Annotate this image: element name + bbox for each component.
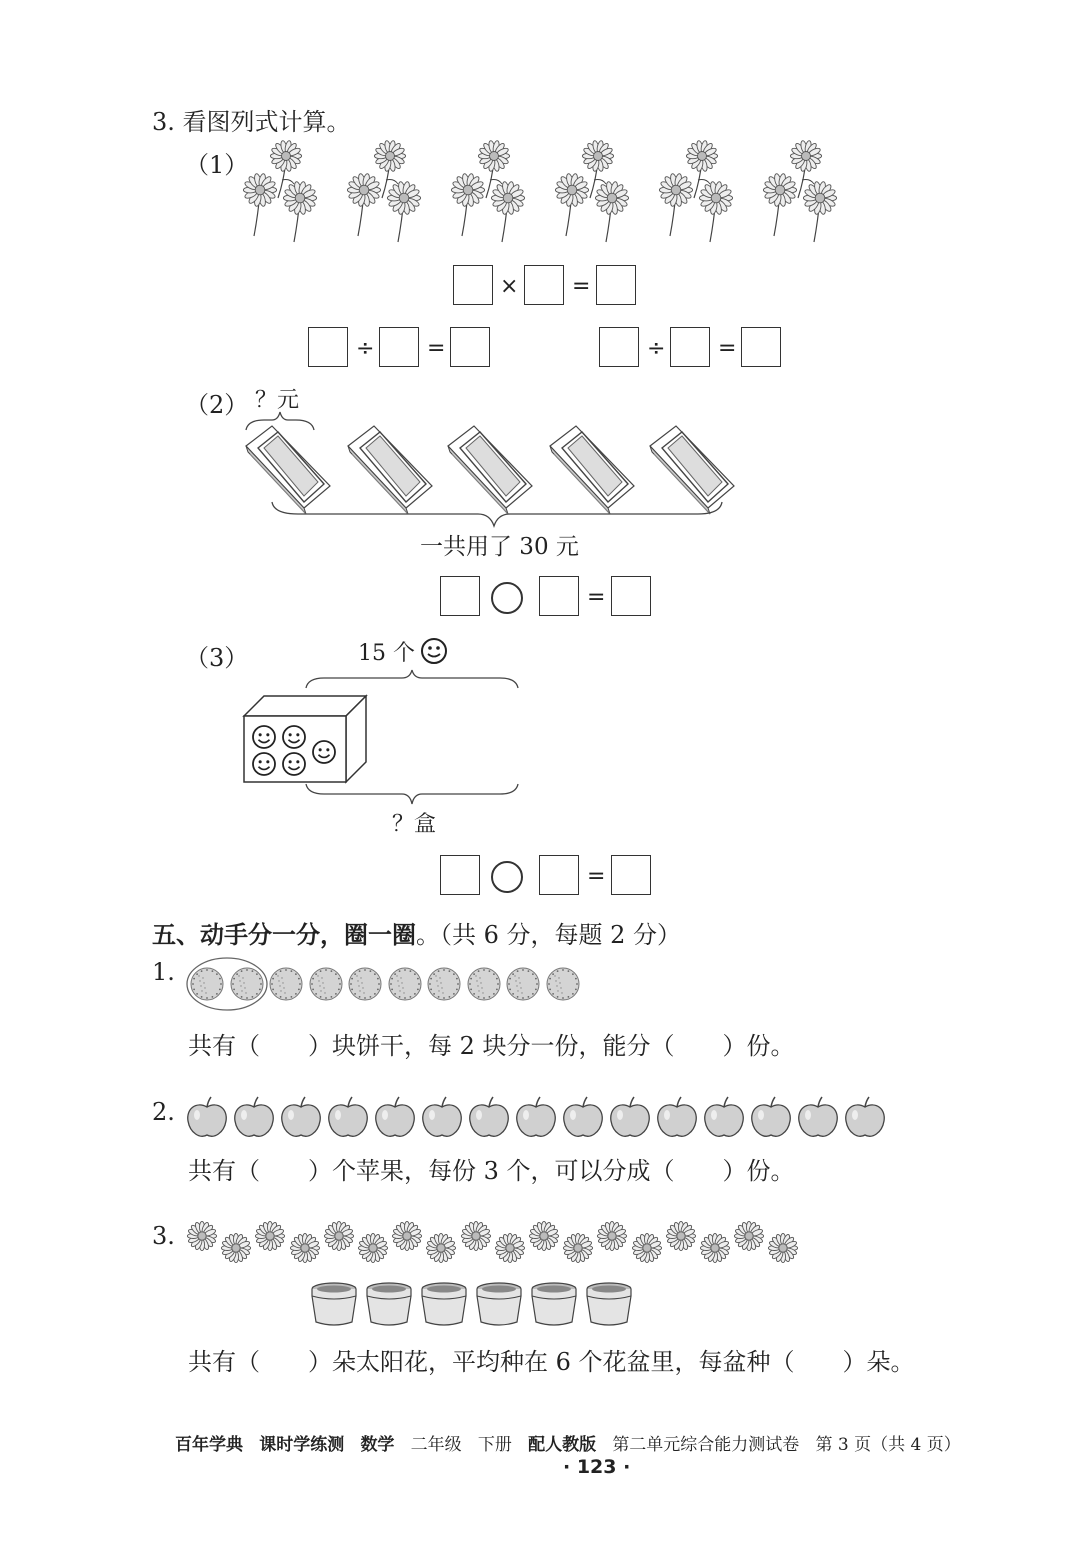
divide-sign: ÷ (647, 336, 666, 361)
answer-box[interactable] (450, 327, 490, 367)
apple-icon (515, 1097, 559, 1141)
flower-group (346, 140, 426, 248)
apple-icon (421, 1097, 465, 1141)
answer-box[interactable] (539, 576, 579, 616)
bottom-brace (300, 782, 525, 808)
footer-test: 第二单元综合能力测试卷 (612, 1435, 800, 1455)
box-of-smileys (240, 692, 372, 786)
sunflower-icon (357, 1232, 389, 1264)
apple-icon (233, 1097, 277, 1141)
answer-box[interactable] (453, 265, 493, 305)
answer-box[interactable] (670, 327, 710, 367)
answer-box[interactable] (741, 327, 781, 367)
equals-sign: = (427, 336, 446, 361)
answer-box[interactable] (440, 576, 480, 616)
equals-sign: = (587, 864, 606, 889)
answer-box[interactable] (611, 855, 651, 895)
biscuit-icon (467, 967, 503, 1003)
flower-group (554, 140, 634, 248)
sunflower-icon (528, 1220, 560, 1252)
footer-grade: 二年级 (410, 1435, 462, 1455)
count-label: 15 个 (358, 641, 415, 666)
biscuit-icon (190, 967, 226, 1003)
sunflower-icon (220, 1232, 252, 1264)
answer-box[interactable] (596, 265, 636, 305)
question-3-title: 3. 看图列式计算。 (152, 108, 351, 136)
sunflower-icon (733, 1220, 765, 1252)
sunflower-icon (596, 1220, 628, 1252)
apple-icon (656, 1097, 700, 1141)
sunflower-icon (494, 1232, 526, 1264)
operator-circle[interactable] (491, 582, 523, 614)
item-3-text: 共有（ ）朵太阳花，平均种在 6 个花盆里，每盆种（ ）朵。 (188, 1348, 915, 1376)
footer-brand: 百年学典 (175, 1435, 243, 1455)
apple-icon (327, 1097, 371, 1141)
flower-group (762, 140, 842, 248)
item-2-number: 2. (152, 1098, 175, 1126)
sunflower-icon (391, 1220, 423, 1252)
answer-box[interactable] (440, 855, 480, 895)
apple-icon (374, 1097, 418, 1141)
sunflower-icon (460, 1220, 492, 1252)
sunflower-icon (254, 1220, 286, 1252)
sunflower-icon (665, 1220, 697, 1252)
biscuit-icon (348, 967, 384, 1003)
section-5-heading: 五、动手分一分，圈一圈 (152, 921, 416, 949)
apple-icon (562, 1097, 606, 1141)
biscuit-icon (230, 967, 266, 1003)
biscuit-icon (269, 967, 305, 1003)
sunflower-icon (186, 1220, 218, 1252)
answer-box[interactable] (379, 327, 419, 367)
apple-icon (844, 1097, 888, 1141)
footer-volume: 下册 (477, 1435, 512, 1455)
apple-icon (703, 1097, 747, 1141)
footer-line (175, 1430, 961, 1455)
item-1-text: 共有（ ）块饼干，每 2 块分一份，能分（ ）份。 (188, 1032, 795, 1060)
sunflower-icon (289, 1232, 321, 1264)
answer-box[interactable] (539, 855, 579, 895)
sunflower-icon (323, 1220, 355, 1252)
footer-subject: 数学 (360, 1435, 395, 1455)
part-3-label: （3） (185, 644, 249, 672)
part-2-label: （2） (185, 391, 249, 419)
sunflower-icon (425, 1232, 457, 1264)
apple-icon (750, 1097, 794, 1141)
flower-group (242, 140, 322, 248)
apple-icon (468, 1097, 512, 1141)
sunflower-icon (631, 1232, 663, 1264)
answer-box[interactable] (611, 576, 651, 616)
flowerpot-icon (310, 1282, 360, 1330)
equals-sign: = (587, 585, 606, 610)
biscuit-icon (506, 967, 542, 1003)
answer-box[interactable] (524, 265, 564, 305)
multiply-sign: × (500, 274, 519, 299)
biscuit-icon (427, 967, 463, 1003)
flowerpot-icon (530, 1282, 580, 1330)
item-2-text: 共有（ ）个苹果，每份 3 个，可以分成（ ）份。 (188, 1157, 795, 1185)
flowerpot-icon (365, 1282, 415, 1330)
divide-sign: ÷ (356, 336, 375, 361)
biscuit-icon (388, 967, 424, 1003)
page-number: · 123 · (563, 1456, 631, 1478)
smiley-icon (420, 637, 450, 667)
footer-edition: 配人教版 (528, 1435, 597, 1455)
total-label: 一共用了 30 元 (420, 534, 579, 560)
boxes-label: ？盒 (392, 812, 437, 837)
part-1-label: （1） (185, 151, 249, 179)
top-brace (300, 668, 525, 692)
flowerpot-icon (475, 1282, 525, 1330)
item-3-number: 3. (152, 1222, 175, 1250)
section-5-title (152, 915, 681, 950)
footer-page-info: 第 3 页（共 4 页） (815, 1435, 961, 1455)
flowerpot-icon (420, 1282, 470, 1330)
answer-box[interactable] (599, 327, 639, 367)
footer-series: 课时学练测 (259, 1435, 345, 1455)
biscuit-icon (309, 967, 345, 1003)
apple-icon (280, 1097, 324, 1141)
flower-group (450, 140, 530, 248)
apple-icon (186, 1097, 230, 1141)
sunflower-icon (699, 1232, 731, 1264)
operator-circle[interactable] (491, 861, 523, 893)
bottom-brace (268, 500, 728, 530)
equals-sign: = (572, 274, 591, 299)
flower-group (658, 140, 738, 248)
sunflower-icon (767, 1232, 799, 1264)
price-label: ？元 (255, 388, 300, 413)
apple-icon (797, 1097, 841, 1141)
flowerpot-icon (585, 1282, 635, 1330)
equals-sign: = (718, 336, 737, 361)
item-1-number: 1. (152, 958, 175, 986)
section-5-points: 。（共 6 分，每题 2 分） (416, 921, 682, 949)
biscuit-icon (546, 967, 582, 1003)
answer-box[interactable] (308, 327, 348, 367)
sunflower-icon (562, 1232, 594, 1264)
apple-icon (609, 1097, 653, 1141)
